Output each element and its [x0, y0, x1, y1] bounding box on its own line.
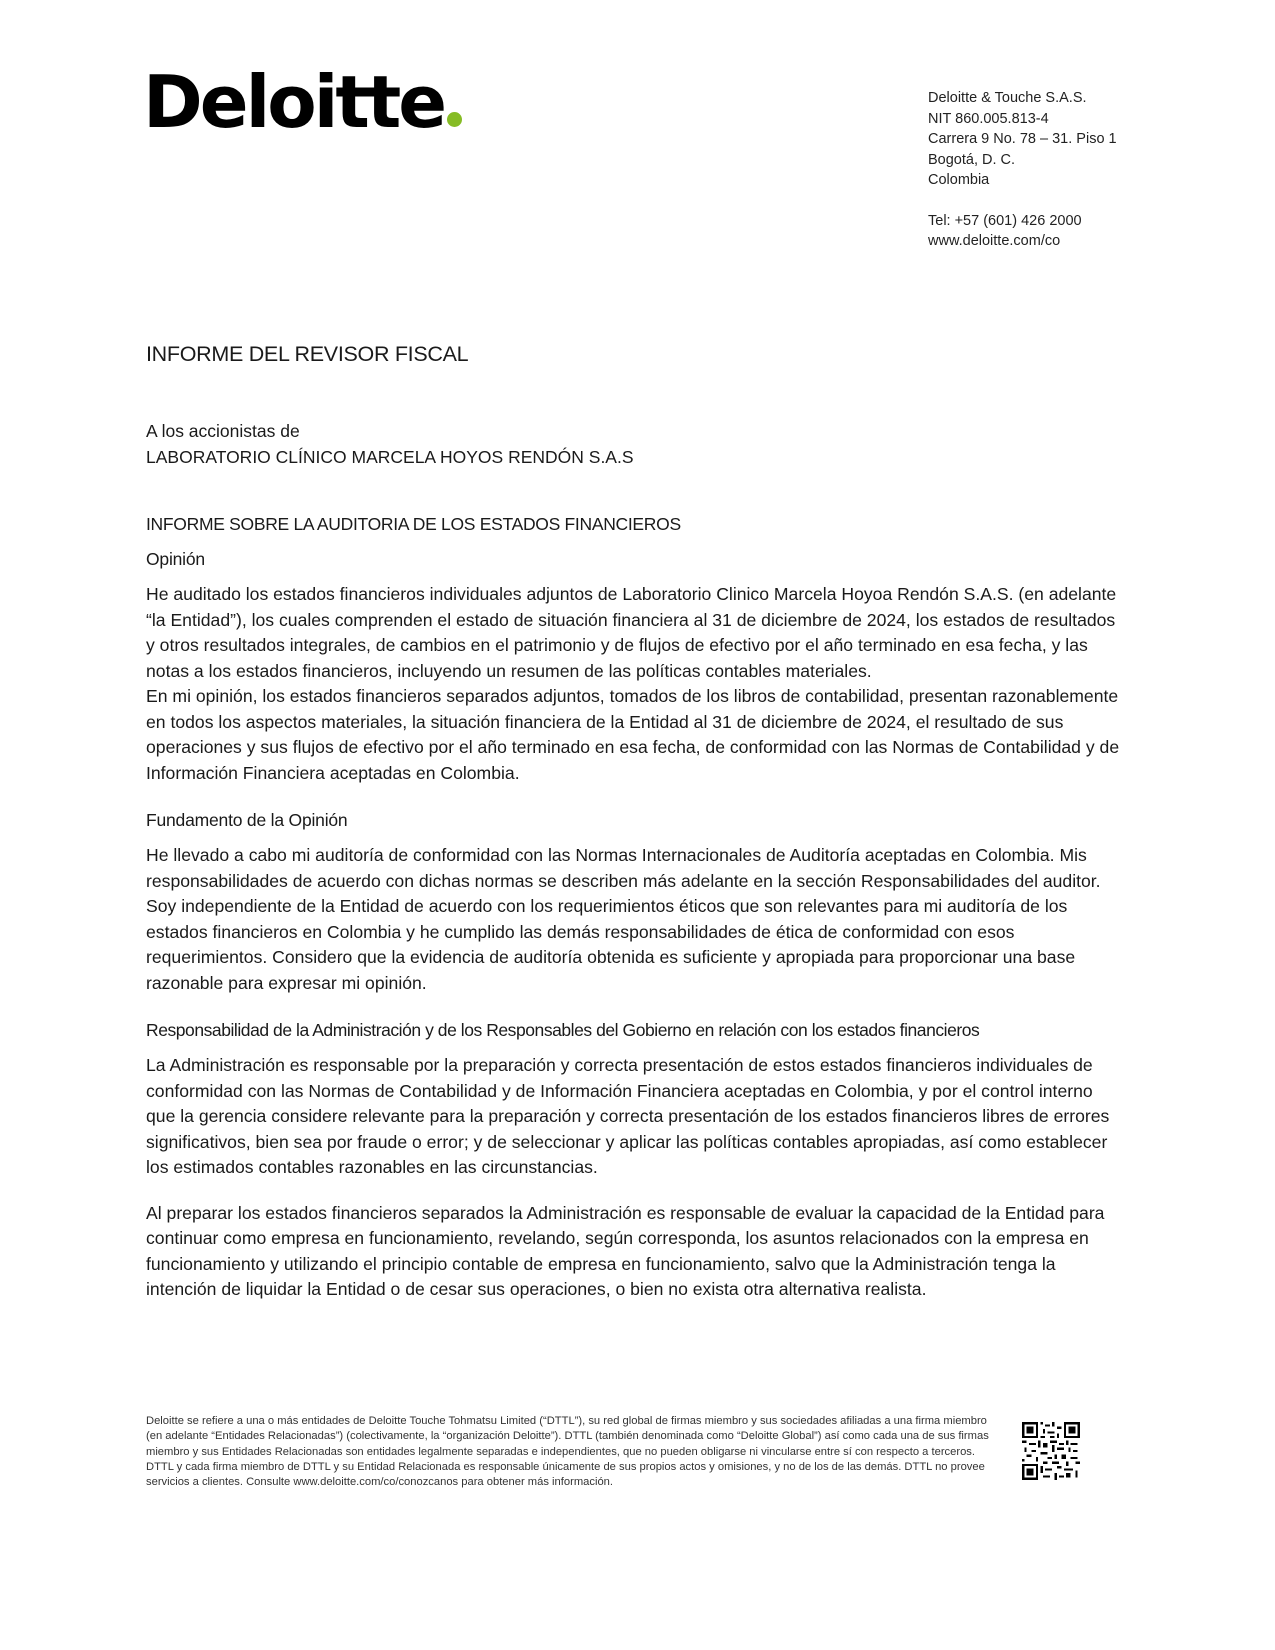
addressee-company: LABORATORIO CLÍNICO MARCELA HOYOS RENDÓN S.A.S	[146, 446, 634, 467]
deloitte-logo	[143, 60, 462, 144]
addressee-block	[146, 419, 1126, 470]
addressee-line-1: A los accionistas de	[146, 421, 300, 441]
legal-footer: Deloitte se refiere a una o más entidades de Deloitte Touche Tohmatsu Limited (“DTTL”), su red global de firmas miembro y sus sociedades afiliadas a una firma miembro (en adelante “Entidades Relacionadas”) (colectivamente, la “organización Deloitte”). DTTL (también denominada como “Deloitte Global”) así como cada una de sus firmas miembro y sus Entidades Relacionadas son entidades legalmente separadas e independientes, que no pueden obligarse ni vincularse entre sí con respecto a terceros. DTTL y cada firma miembro de DTTL y su Entidad Relacionada es responsable únicamente de sus propios actos y omisiones, y no de los de las demás. DTTL no provee servicios a clientes. Consulte www.deloitte.com/co/conozcanos para obtener más información.	[146, 1415, 989, 1489]
fundamento-paragraph: He llevado a cabo mi auditoría de conformidad con las Normas Internacionales de Auditoría aceptadas en Colombia. Mis responsabilidades de acuerdo con dichas normas se describen más adelante en la sección Responsabilidades del auditor. Soy independiente de la Entidad de acuerdo con los requerimientos éticos que son relevantes para mi auditoría de los estados financieros en Colombia y he cumplido las demás responsabilidades de ética de conformidad con esos requerimientos. Considero que la evidencia de auditoría obtenida es suficiente y apropiada para proporcionar una base razonable para expresar mi opinión.	[146, 845, 1101, 993]
website-link[interactable]: www.deloitte.com/co	[928, 233, 1061, 249]
opinion-heading: Opinión	[146, 549, 205, 569]
address-spacer	[928, 191, 1117, 211]
address-line: NIT 860.005.813-4	[928, 110, 1049, 127]
address-line: Deloitte & Touche S.A.S.	[928, 90, 1087, 106]
responsabilidad-heading: Responsabilidad de la Administración y de los Responsables del Gobierno en relación con los estados financieros	[146, 1020, 980, 1040]
qr-code-icon	[1022, 1422, 1080, 1480]
address-line: Colombia	[928, 172, 990, 188]
phone-number: Tel: +57 (601) 426 2000	[928, 212, 1082, 229]
address-block	[928, 88, 1117, 252]
fundamento-heading: Fundamento de la Opinión	[146, 810, 348, 830]
report-content	[146, 342, 1126, 1303]
opinion-paragraph-1: He auditado los estados financieros individuales adjuntos de Laboratorio Clinico Marcela Hoyoa Rendón S.A.S. (en adelante “la Entidad”), los cuales comprenden el estado de situación financiera al 31 de diciembre de 2024, los estados de resultados y otros resultados integrales, de cambios en el patrimonio y de flujos de efectivo por el año terminado en esa fecha, y las notas a los estados financieros, incluyendo un resumen de las políticas contables materiales.	[146, 584, 1117, 681]
responsabilidad-paragraph-2: Al preparar los estados financieros separados la Administración es responsable de evaluar la capacidad de la Entidad para continuar como empresa en funcionamiento, revelando, según corresponda, los asuntos relacionados con la empresa en funcionamiento y utilizando el principio contable de empresa en funcionamiento, salvo que la Administración tenga la intención de liquidar la Entidad o de cesar sus operaciones, o bien no exista otra alternativa realista.	[146, 1202, 1105, 1299]
responsabilidad-paragraph-1: La Administración es responsable por la preparación y correcta presentación de estos estados financieros individuales de conformidad con las Normas de Contabilidad y de Información Financiera aceptadas en Colombia, y por el control interno que la gerencia considere relevante para la preparación y correcta presentación de los estados financieros libres de errores significativos, bien sea por fraude o error; y de seleccionar y aplicar las políticas contables apropiadas, así como establecer los estimados contables razonables en las circunstancias.	[146, 1055, 1110, 1177]
opinion-paragraph-2: En mi opinión, los estados financieros separados adjuntos, tomados de los libros de contabilidad, presentan razonablemente en todos los aspectos materiales, la situación financiera de la Entidad al 31 de diciembre de 2024, el resultado de sus operaciones y sus flujos de efectivo por el año terminado en esa fecha, de conformidad con las Normas de Contabilidad y de Información Financiera aceptadas en Colombia.	[146, 686, 1120, 783]
address-line: Bogotá, D. C.	[928, 151, 1016, 168]
logo-green-dot	[447, 112, 462, 127]
section-title: INFORME SOBRE LA AUDITORIA DE LOS ESTADOS FINANCIEROS	[146, 514, 681, 534]
address-line: Carrera 9 No. 78 – 31. Piso 1	[928, 131, 1117, 147]
logo-text: Deloitte	[143, 60, 445, 144]
page-title: INFORME DEL REVISOR FISCAL	[146, 342, 469, 366]
